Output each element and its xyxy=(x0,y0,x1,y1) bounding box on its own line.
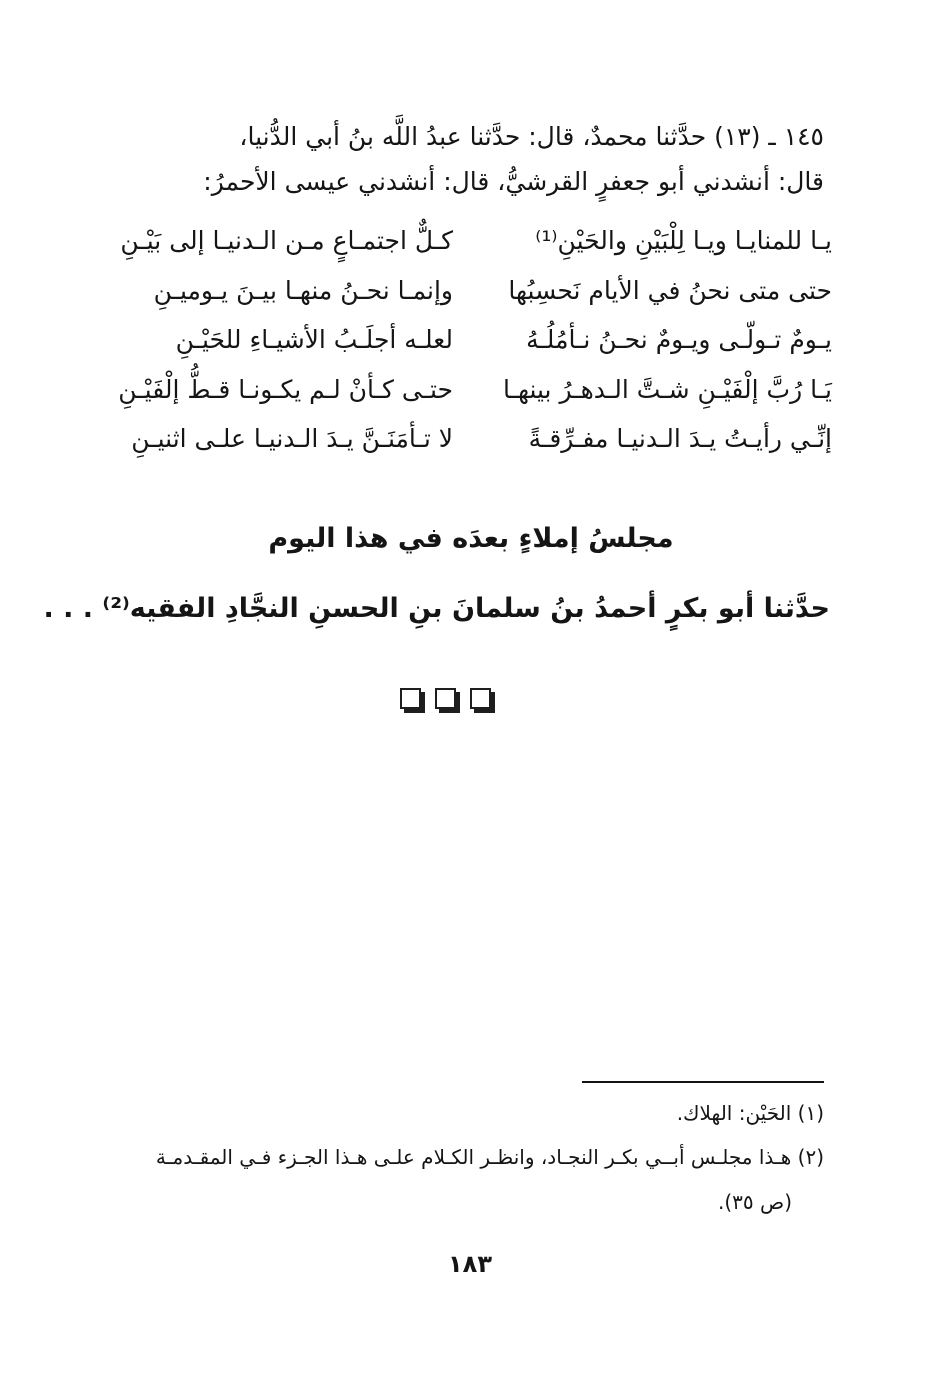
page-number: ١٨٣ xyxy=(448,1250,492,1278)
verse-1-right: يـا للمنايـا ويـا لِلْبَيْنِ والحَيْنِ⁽¹⁾ xyxy=(535,226,832,255)
intro-line-1: ١٤٥ ـ (١٣) حدَّثنا محمدٌ، قال: حدَّثنا عبدُ اللَّه بنُ أبي الدُّنيا، xyxy=(239,122,824,151)
footnote-1: (١) الحَيْن: الهلاك. xyxy=(676,1101,824,1125)
verse-2-left: وإنمـا نحـنُ منهـا بيـنَ يـوميـنِ xyxy=(153,276,453,305)
verse-5-left: لا تـأمَنَـنَّ يـدَ الـدنيـا علـى اثنيـنِ xyxy=(131,424,453,453)
footnote-2-line-2: (ص ٣٥). xyxy=(718,1190,792,1214)
verse-2-right: حتى متى نحنُ في الأيام نَحسِبُها xyxy=(508,276,832,305)
intro-line-2: قال: أنشدني أبو جعفرٍ القرشيُّ، قال: أنشدني عيسى الأحمرُ: xyxy=(203,167,824,196)
section-divider-boxes xyxy=(400,688,520,718)
footnote-2-line-1: (٢) هـذا مجلـس أبــي بكـر النجـاد، وانظـر الكـلام علـى هـذا الجـزء فـي المقـدمـة xyxy=(155,1145,824,1169)
session-line: حدَّثنا أبو بكرٍ أحمدُ بنُ سلمانَ بنِ الحسنِ النجَّادِ الفقيه⁽²⁾ . . . xyxy=(43,593,830,624)
verse-3-right: يـومٌ تـولّـى ويـومٌ نحـنُ نـأمُلُـهُ xyxy=(526,325,832,354)
verse-3-left: لعلـه أجلَـبُ الأشيـاءِ للحَيْـنِ xyxy=(175,325,453,354)
verse-1-left: كـلٌّ اجتمـاعٍ مـن الـدنيـا إلى بَيْـنِ xyxy=(120,226,453,255)
divider-box-icon xyxy=(435,688,456,709)
divider-box-icon xyxy=(400,688,421,709)
divider-box-icon xyxy=(470,688,491,709)
verse-5-right: إنِّـي رأيـتُ يـدَ الـدنيـا مفـرِّقـةً xyxy=(528,424,832,453)
verse-4-left: حتـى كـأنْ لـم يكـونـا قـطُّ إلْفَيْـنِ xyxy=(118,375,453,404)
footnote-separator xyxy=(582,1081,824,1083)
session-title: مجلسُ إملاءٍ بعدَه في هذا اليوم xyxy=(268,523,674,554)
verse-4-right: يَـا رُبَّ إلْفَيْـنِ شـتَّ الـدهـرُ بينهـا xyxy=(503,375,832,404)
